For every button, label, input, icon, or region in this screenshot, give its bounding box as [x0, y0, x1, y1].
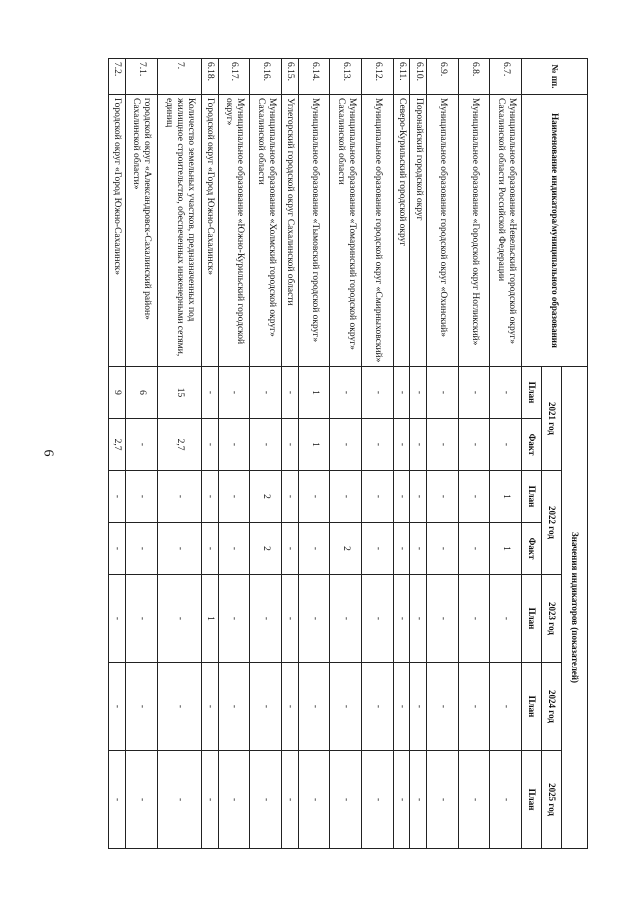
row-value: -	[361, 471, 393, 523]
row-value: -	[393, 751, 410, 849]
row-value: -	[218, 751, 250, 849]
table-row	[410, 59, 427, 849]
row-value: -	[410, 663, 427, 751]
table-row	[250, 59, 282, 849]
table-row	[361, 59, 393, 849]
row-value: -	[126, 751, 158, 849]
row-value: -	[218, 419, 250, 471]
row-value: -	[490, 575, 522, 663]
row-value: -	[393, 663, 410, 751]
row-value: -	[490, 419, 522, 471]
indicators-table	[108, 58, 588, 849]
row-value: -	[458, 523, 490, 575]
table-row	[393, 59, 410, 849]
row-value: -	[298, 663, 330, 751]
row-value: -	[427, 523, 459, 575]
row-value: -	[410, 575, 427, 663]
row-value: -	[427, 367, 459, 419]
table-row	[218, 59, 250, 849]
row-value: -	[330, 367, 362, 419]
row-value: -	[330, 419, 362, 471]
row-value: -	[393, 367, 410, 419]
row-value: -	[126, 575, 158, 663]
row-value: -	[410, 419, 427, 471]
row-number: 6.17.	[218, 59, 250, 95]
row-number: 6.7.	[490, 59, 522, 95]
row-name: Городской округ «Город Южно-Сахалинск»	[201, 95, 218, 367]
row-value: -	[393, 523, 410, 575]
row-value: -	[250, 663, 282, 751]
header-plan: План	[522, 663, 542, 751]
row-value: -	[393, 419, 410, 471]
table-row	[427, 59, 459, 849]
row-value: -	[458, 471, 490, 523]
row-name: Поронайский городской округ	[410, 95, 427, 367]
row-value: -	[281, 471, 298, 523]
row-name: Городской округ «Город Южно-Сахалинск»	[109, 95, 126, 367]
header-plan: План	[522, 471, 542, 523]
row-value: -	[218, 367, 250, 419]
row-value: -	[490, 751, 522, 849]
row-number: 6.8.	[458, 59, 490, 95]
header-year-2022: 2022 год	[542, 471, 562, 575]
row-value: -	[281, 419, 298, 471]
rotated-table-area	[108, 58, 588, 848]
row-value: -	[458, 663, 490, 751]
row-number: 6.13.	[330, 59, 362, 95]
row-value: -	[281, 663, 298, 751]
row-name: городской округ «Александровск-Сахалинский район» Сахалинской области»	[126, 95, 158, 367]
row-value: -	[330, 471, 362, 523]
row-name: Муниципальное образование «Томаринский городской округ» Сахалинской области	[330, 95, 362, 367]
header-year-2025: 2025 год	[542, 751, 562, 849]
row-number: 6.15.	[281, 59, 298, 95]
row-value: -	[361, 523, 393, 575]
row-value: -	[157, 575, 201, 663]
table-row	[490, 59, 522, 849]
header-year-2024: 2024 год	[542, 663, 562, 751]
row-value: -	[218, 471, 250, 523]
row-value: -	[410, 751, 427, 849]
row-value: 15	[157, 367, 201, 419]
row-value: -	[218, 663, 250, 751]
row-value: -	[218, 523, 250, 575]
row-value: -	[250, 575, 282, 663]
row-value: -	[361, 419, 393, 471]
row-value: -	[298, 751, 330, 849]
row-number: 6.18.	[201, 59, 218, 95]
row-value: -	[281, 575, 298, 663]
row-number: 6.11.	[393, 59, 410, 95]
header-plan: План	[522, 367, 542, 419]
row-number: 7.2.	[109, 59, 126, 95]
row-value: -	[126, 663, 158, 751]
row-value: -	[250, 419, 282, 471]
header-fact: Факт	[522, 523, 542, 575]
row-value: 1	[201, 575, 218, 663]
row-value: -	[126, 419, 158, 471]
row-value: -	[393, 575, 410, 663]
header-year-2023: 2023 год	[542, 575, 562, 663]
row-value: -	[410, 367, 427, 419]
row-value: -	[109, 523, 126, 575]
row-value: -	[201, 523, 218, 575]
row-value: -	[410, 523, 427, 575]
row-value: -	[298, 523, 330, 575]
row-value: 2	[250, 471, 282, 523]
row-value: -	[157, 471, 201, 523]
header-fact: Факт	[522, 419, 542, 471]
row-value: -	[427, 471, 459, 523]
row-name: Муниципальное образование городской округ «Смирныховский»	[361, 95, 393, 367]
table-row	[201, 59, 218, 849]
row-value: -	[490, 663, 522, 751]
row-value: -	[250, 367, 282, 419]
header-plan: План	[522, 751, 542, 849]
row-value: -	[330, 751, 362, 849]
row-value: -	[281, 523, 298, 575]
table-row	[330, 59, 362, 849]
row-value: -	[427, 751, 459, 849]
row-value: -	[458, 367, 490, 419]
row-name: Муниципальное образование «Тымовский городской округ»	[298, 95, 330, 367]
table-body	[109, 59, 522, 849]
table-row	[109, 59, 126, 849]
row-value: -	[201, 663, 218, 751]
row-number: 6.16.	[250, 59, 282, 95]
row-name: Количество земельных участков, предназначенных под жилищное строительство, обеспеченных инженерными сетями, единиц	[157, 95, 201, 367]
header-year-2021: 2021 год	[542, 367, 562, 471]
row-value: -	[361, 751, 393, 849]
row-value: -	[201, 367, 218, 419]
row-value: -	[157, 751, 201, 849]
header-name: Наименование индикатора/муниципального образования	[522, 95, 588, 367]
row-value: -	[281, 751, 298, 849]
row-name: Северо-Курильский городской округ	[393, 95, 410, 367]
row-value: -	[109, 663, 126, 751]
table-row	[126, 59, 158, 849]
row-value: 1	[298, 419, 330, 471]
row-value: -	[490, 367, 522, 419]
row-value: -	[218, 575, 250, 663]
row-value: -	[126, 523, 158, 575]
row-value: -	[157, 663, 201, 751]
row-number: 7.	[157, 59, 201, 95]
row-value: -	[157, 523, 201, 575]
row-value: -	[427, 663, 459, 751]
row-value: -	[201, 471, 218, 523]
row-number: 7.1.	[126, 59, 158, 95]
table-row	[298, 59, 330, 849]
row-value: -	[410, 471, 427, 523]
row-value: 9	[109, 367, 126, 419]
row-name: Муниципальное образование «Южно-Курильский городской округ»	[218, 95, 250, 367]
row-value: -	[361, 663, 393, 751]
row-value: -	[126, 471, 158, 523]
row-value: -	[250, 751, 282, 849]
table-row	[458, 59, 490, 849]
row-value: 6	[126, 367, 158, 419]
row-value: -	[109, 575, 126, 663]
row-value: -	[458, 751, 490, 849]
row-number: 6.12.	[361, 59, 393, 95]
row-value: -	[330, 663, 362, 751]
row-value: -	[427, 419, 459, 471]
row-value: -	[361, 575, 393, 663]
header-num: № пп.	[522, 59, 588, 95]
row-value: -	[427, 575, 459, 663]
page-number: 6	[40, 449, 56, 457]
row-number: 6.14.	[298, 59, 330, 95]
row-value: -	[281, 367, 298, 419]
row-name: Муниципальное образование «Городской округ Ногликский»	[458, 95, 490, 367]
row-value: -	[330, 575, 362, 663]
row-value: -	[361, 367, 393, 419]
row-value: 1	[490, 471, 522, 523]
row-name: Углегорский городской округ Сахалинской области	[281, 95, 298, 367]
row-value: 2	[330, 523, 362, 575]
header-plan: План	[522, 575, 542, 663]
row-value: 2,7	[109, 419, 126, 471]
header-values: Значения индикаторов (показателей)	[562, 367, 588, 849]
row-number: 6.9.	[427, 59, 459, 95]
row-value: -	[458, 575, 490, 663]
row-value: 2	[250, 523, 282, 575]
table-row	[281, 59, 298, 849]
row-value: 1	[298, 367, 330, 419]
row-value: 2,7	[157, 419, 201, 471]
row-value: -	[109, 751, 126, 849]
row-name: Муниципальное образование «Невельский городской округ» Сахалинской области Российской Федерации	[490, 95, 522, 367]
row-value: -	[298, 575, 330, 663]
row-value: -	[201, 419, 218, 471]
row-value: -	[109, 471, 126, 523]
row-value: -	[393, 471, 410, 523]
row-name: Муниципальное образование городской округ «Охинский»	[427, 95, 459, 367]
row-number: 6.10.	[410, 59, 427, 95]
row-value: -	[298, 471, 330, 523]
row-value: -	[201, 751, 218, 849]
row-name: Муниципальное образование «Холмский городской округ» Сахалинской области	[250, 95, 282, 367]
row-value: 1	[490, 523, 522, 575]
row-value: -	[458, 419, 490, 471]
table-row	[157, 59, 201, 849]
